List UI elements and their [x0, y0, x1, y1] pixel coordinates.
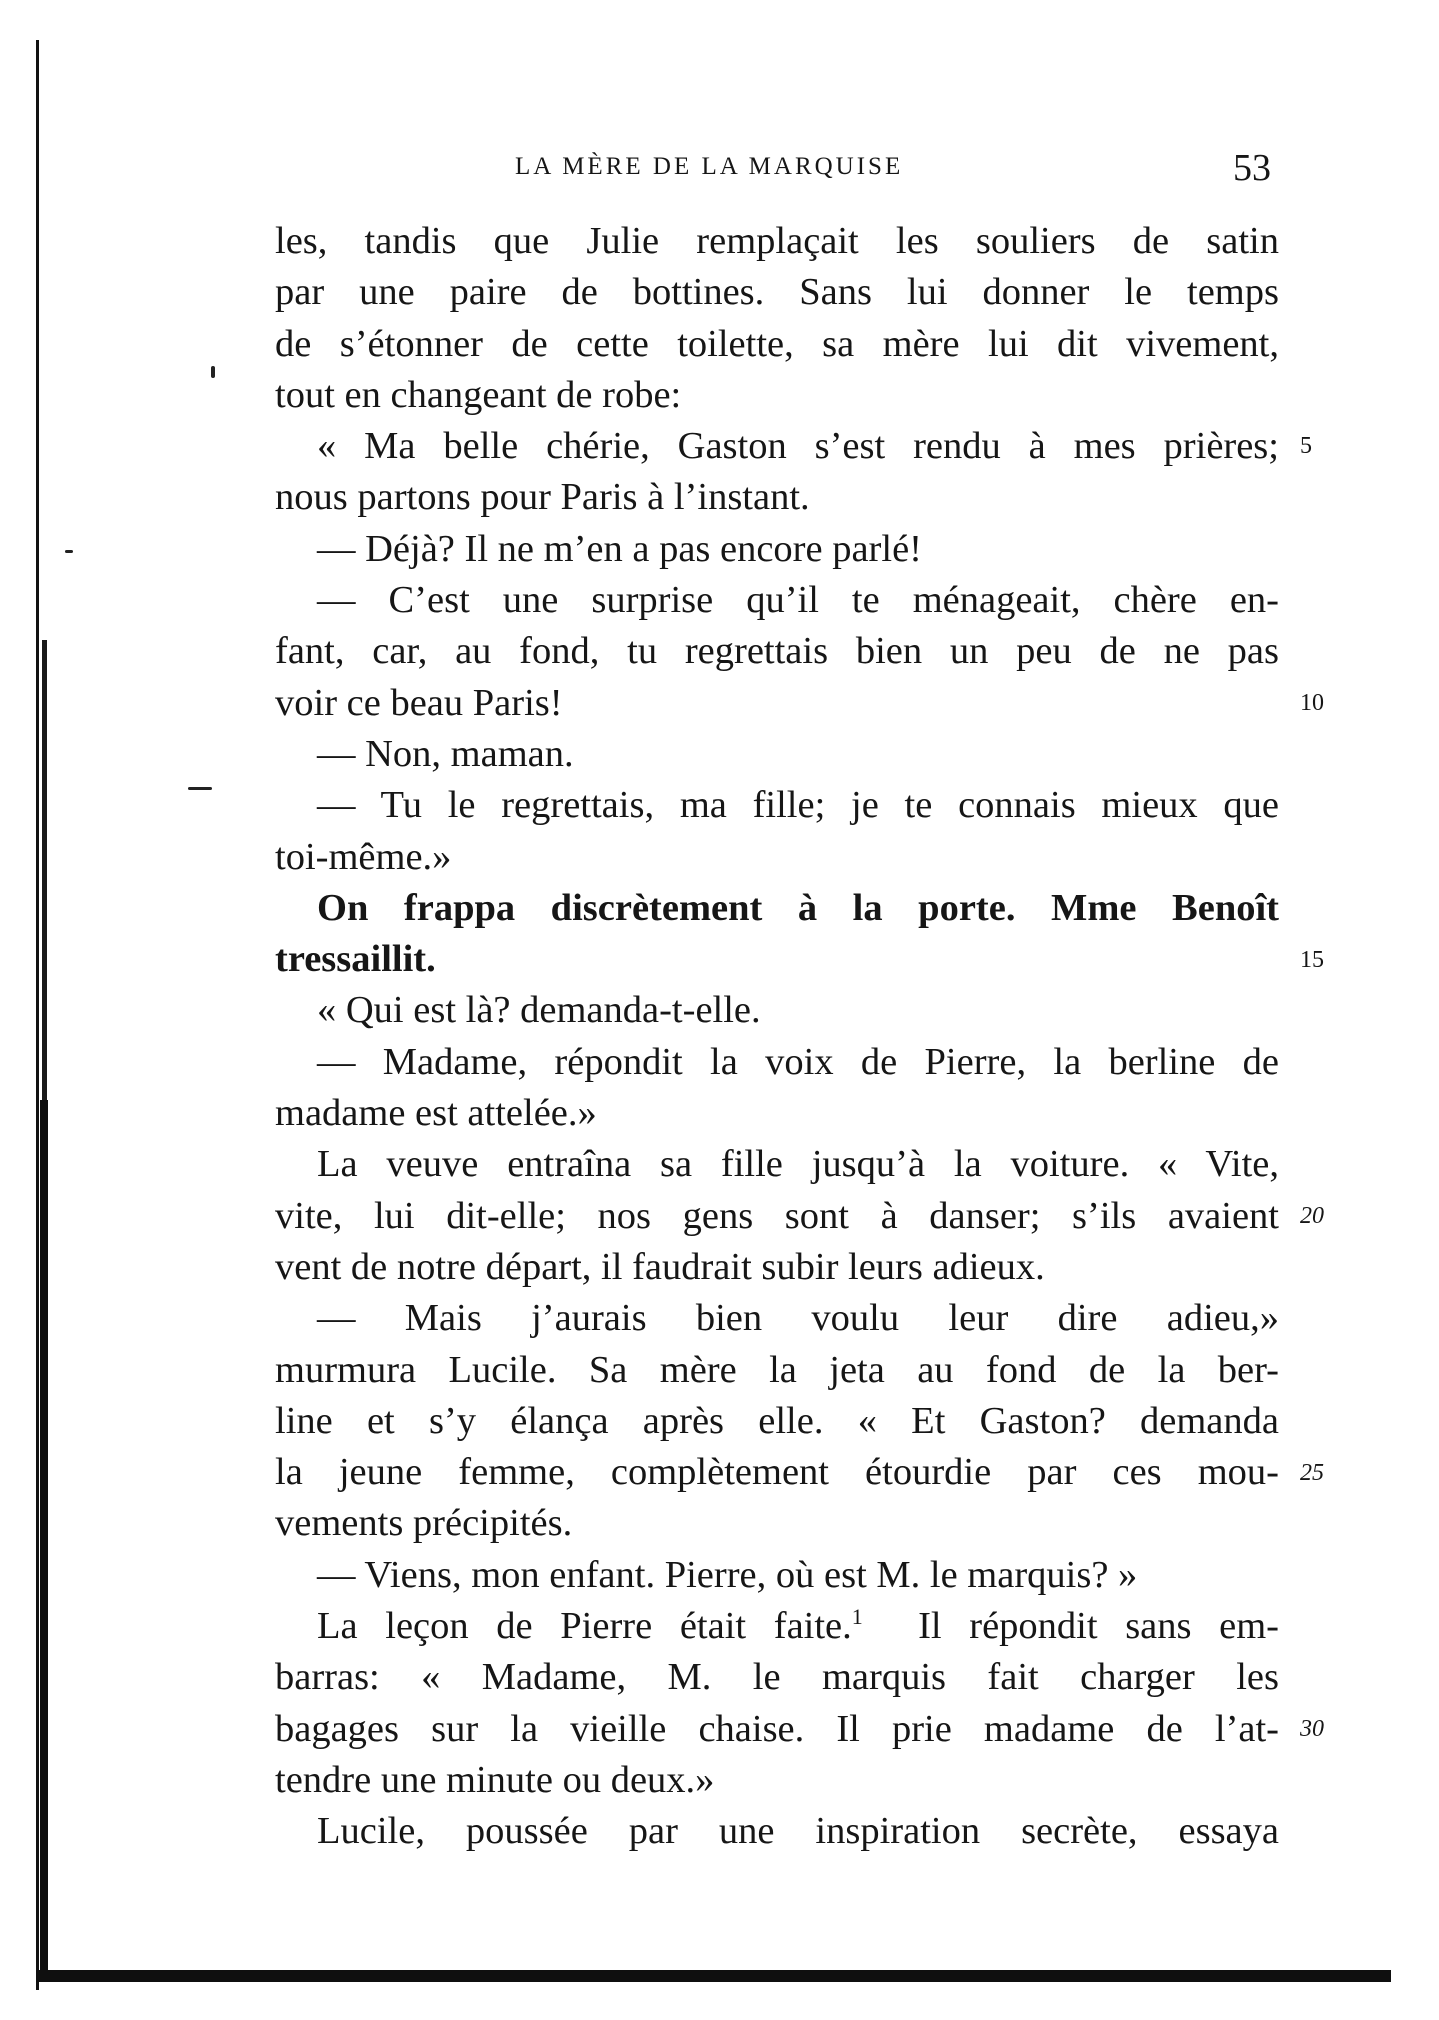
text-line: — Non, maman.	[317, 732, 574, 775]
text-line: tout en changeant de robe:	[275, 373, 682, 416]
binding-edge-shadow-lower	[40, 1100, 48, 1980]
scan-speck	[188, 787, 212, 790]
text-line: — C’est une surprise qu’il te ménageait, chère en-	[317, 579, 1279, 622]
text-line: — Déjà? Il ne m’en a pas encore parlé!	[317, 527, 922, 570]
text-line: « Qui est là? demanda-t-elle.	[317, 989, 761, 1032]
line-number: 5	[1300, 433, 1312, 459]
text-line: toi-même.»	[275, 835, 452, 878]
text-segment: Il répondit sans em-	[918, 1605, 1280, 1648]
text-line: bagages sur la vieille chaise. Il prie madame de l’at-	[275, 1707, 1279, 1750]
text-line: — Tu le regrettais, ma fille; je te connais mieux que	[317, 784, 1279, 827]
text-line: — Viens, mon enfant. Pierre, où est M. le marquis? »	[317, 1553, 1138, 1596]
footnote-marker: 1	[851, 1604, 863, 1630]
text-line: — Madame, répondit la voix de Pierre, la berline de	[317, 1040, 1279, 1083]
text-line: nous partons pour Paris à l’instant.	[275, 476, 810, 519]
text-line: la jeune femme, complètement étourdie par ces mou-	[275, 1451, 1279, 1494]
line-number: 30	[1300, 1716, 1324, 1742]
text-line: vements précipités.	[275, 1502, 573, 1545]
page-number: 53	[1233, 147, 1271, 189]
text-line: les, tandis que Julie remplaçait les souliers de satin	[275, 220, 1279, 262]
text-line: tressaillit.	[275, 938, 436, 981]
scan-speck	[211, 366, 215, 378]
text-line: barras: « Madame, M. le marquis fait charger les	[275, 1656, 1279, 1699]
line-number: 10	[1300, 690, 1324, 716]
text-line: par une paire de bottines. Sans lui donner le temps	[275, 271, 1279, 314]
text-line: La veuve entraîna sa fille jusqu’à la voiture. « Vite,	[317, 1143, 1279, 1186]
running-head: LA MÈRE DE LA MARQUISE	[515, 153, 904, 180]
line-number: 20	[1300, 1203, 1324, 1229]
text-line: On frappa discrètement à la porte. Mme Benoît	[317, 886, 1279, 929]
text-line: madame est attelée.»	[275, 1092, 597, 1135]
bottom-scan-edge	[36, 1970, 1391, 1982]
text-line: line et s’y élança après elle. « Et Gaston? demanda	[275, 1399, 1279, 1442]
text-line: de s’étonner de cette toilette, sa mère lui dit vivement,	[275, 322, 1279, 365]
text-line: vent de notre départ, il faudrait subir leurs adieux.	[275, 1245, 1045, 1288]
scan-speck	[65, 550, 73, 553]
text-line: tendre une minute ou deux.»	[275, 1758, 715, 1801]
binding-edge-line	[36, 40, 39, 1990]
line-number: 15	[1300, 947, 1324, 973]
line-number: 25	[1300, 1460, 1324, 1486]
body-text	[275, 216, 1279, 1858]
text-line: murmura Lucile. Sa mère la jeta au fond de la ber-	[275, 1348, 1279, 1391]
text-segment: La leçon de Pierre était faite.	[317, 1605, 852, 1648]
binding-edge-shadow	[42, 640, 47, 1110]
text-line: Lucile, poussée par une inspiration secrète, essaya	[317, 1810, 1279, 1853]
text-line: — Mais j’aurais bien voulu leur dire adieu,»	[317, 1297, 1279, 1340]
text-line-with-footnote	[275, 1601, 1279, 1652]
text-line: « Ma belle chérie, Gaston s’est rendu à mes prières;	[317, 425, 1279, 468]
text-line: voir ce beau Paris!	[275, 681, 563, 724]
text-line: vite, lui dit-elle; nos gens sont à danser; s’ils avaient	[275, 1194, 1279, 1237]
text-line: fant, car, au fond, tu regrettais bien un peu de ne pas	[275, 630, 1279, 673]
